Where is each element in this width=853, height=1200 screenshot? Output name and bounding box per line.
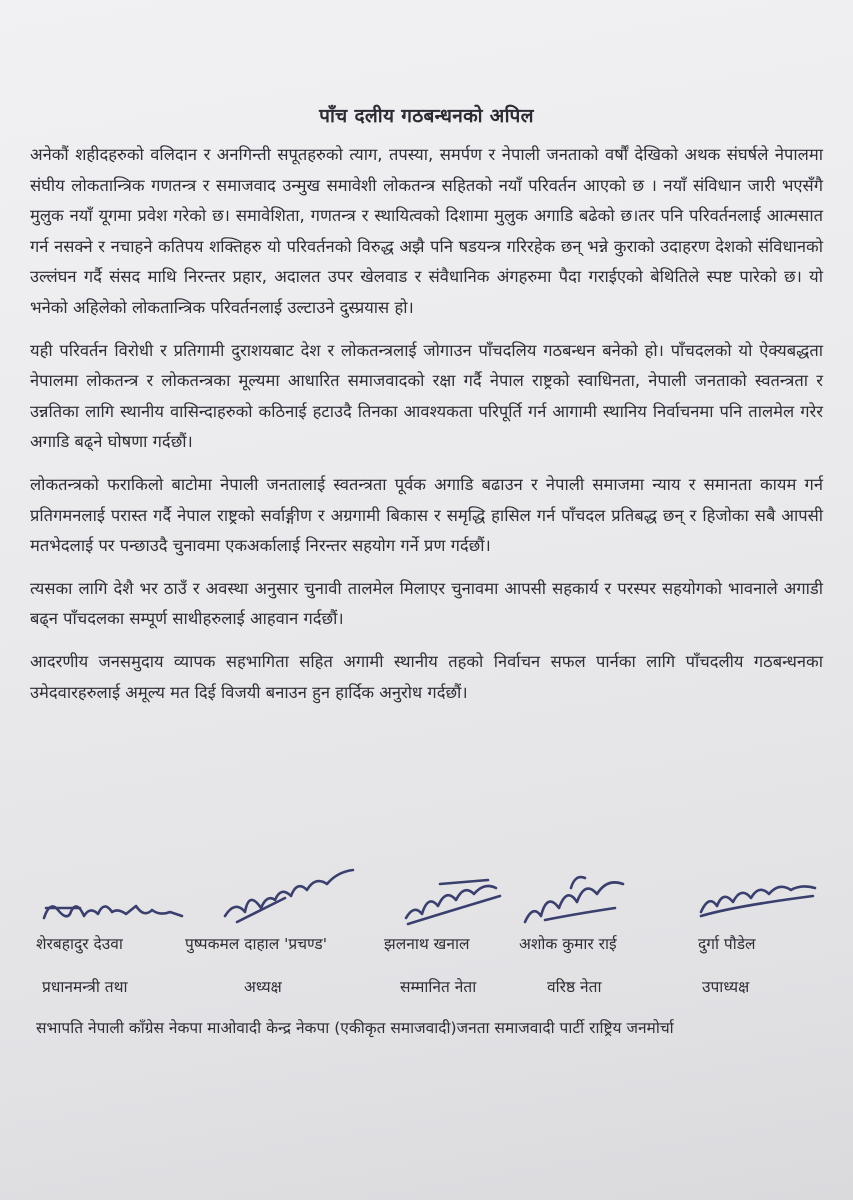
signatory-designation-5: उपाध्यक्ष bbox=[702, 978, 750, 996]
signature-rai bbox=[515, 868, 635, 934]
paragraph-2: यही परिवर्तन विरोधी र प्रतिगामी दुराशयबाट देश र लोकतन्त्रलाई जोगाउन पाँचदलिय गठबन्धन बनेको हो। पाँचदलको यो ऐक्यबद्धता नेपालमा लोकतन्त्र र लोकतन्त्रका मूल्यमा आधारित समाजवादको रक्षा गर्दै नेपाल राष्ट्रको स्वाधिनता, नेपाली जनताको स्वतन्त्रता र उन्नतिका लागि स्थानीय वासिन्दाहरुको कठिनाई हटाउदै तिनका आवश्यकता परिपूर्ति गर्न आगामी स्थानिय निर्वाचनमा पनि तालमेल गरेर अगाडि बढ्ने घोषणा गर्दछौं। bbox=[30, 340, 823, 452]
signatory-name-1: शेरबहादुर देउवा bbox=[36, 935, 123, 953]
paragraph-5: आदरणीय जनसमुदाय व्यापक सहभागिता सहित अगामी स्थानीय तहको निर्वाचन सफल पार्नका लागि पाँचदलीय गठबन्धनका उमेदवारहरुलाई अमूल्य मत दिई विजयी बनाउन हुन हार्दिक अनुरोध गर्दछौं। bbox=[30, 651, 823, 702]
signatory-designation-4: वरिष्ठ नेता bbox=[547, 978, 602, 996]
paragraph-3: लोकतन्त्रको फराकिलो बाटोमा नेपाली जनतालाई स्वतन्त्रता पूर्वक अगाडि बढाउन र नेपाली समाजमा न्याय र समानता कायम गर्न प्रतिगमनलाई परास्त गर्दै नेपाल राष्ट्रको सर्वाङ्गीण र अग्रगामी बिकास र समृद्धि हासिल गर्न पाँचदल प्रतिबद्ध छन् र हिजोका सबै आपसी मतभेदलाई पर पन्छाउदै चुनावमा एकअर्कालाई निरन्तर सहयोग गर्ने प्रण गर्दछौं। bbox=[30, 474, 823, 556]
signature-prachanda bbox=[215, 860, 365, 930]
signature-paudel bbox=[695, 876, 820, 926]
paragraph-4: त्यसका लागि देशै भर ठाउँ र अवस्था अनुसार चुनावी तालमेल मिलाएर चुनावमा आपसी सहकार्य र परस्पर सहयोगको भावनाले अगाडी बढ्न पाँचदलका सम्पूर्ण साथीहरुलाई आहवान गर्दछौं। bbox=[30, 578, 823, 629]
signatory-name-5: दुर्गा पौडेल bbox=[698, 935, 756, 953]
signatory-designation-2: अध्यक्ष bbox=[244, 978, 282, 996]
signatory-name-3: झलनाथ खनाल bbox=[384, 935, 470, 953]
signatory-name-4: अशोक कुमार राई bbox=[519, 935, 617, 953]
signatory-designation-1: प्रधानमन्त्री तथा bbox=[42, 978, 128, 996]
signature-khanal bbox=[400, 874, 510, 934]
document-body bbox=[30, 140, 823, 720]
signatory-name-2: पुष्पकमल दाहाल 'प्रचण्ड' bbox=[185, 935, 327, 953]
document-title: पाँच दलीय गठबन्धनको अपिल bbox=[319, 105, 534, 127]
signatory-designation-3: सम्मानित नेता bbox=[400, 978, 477, 996]
paragraph-1: अनेकौं शहीदहरुको वलिदान र अनगिन्ती सपूतहरुको त्याग, तपस्या, समर्पण र नेपाली जनताको वर्षौं देखिको अथक संघर्षले नेपालमा संघीय लोकतान्त्रिक गणतन्त्र र समाजवाद उन्मुख समावेशी लोकतन्त्र सहितको नयाँ परिवर्तन आएको छ । नयाँ संविधान जारी भएसँगै मुलुक नयाँ यूगमा प्रवेश गरेको छ। समावेशिता, गणतन्त्र र स्थायित्वको दिशामा मुलुक अगाडि बढेको छ।तर पनि परिवर्तनलाई आत्मसात गर्न नसक्ने र नचाहने कतिपय शक्तिहरु यो परिवर्तनको विरुद्ध अझै पनि षडयन्त्र गरिरहेक छन् भन्ने कुराको उदाहरण देशको संविधानको उल्लंघन गर्दै संसद माथि निरन्तर प्रहार, अदालत उपर खेलवाड र संवैधानिक अंगहरुमा पैदा गराईएको बेथितिले स्पष्ट पारेको छ। यो भनेको अहिलेको लोकतान्त्रिक परिवर्तनलाई उल्टाउने दुस्प्रयास हो। bbox=[30, 145, 823, 317]
parties-line: सभापति नेपाली काँग्रेस नेकपा माओवादी केन्द्र नेकपा (एकीकृत समाजवादी)जनता समाजवादी पार्टी राष्ट्रिय जनमोर्चा bbox=[36, 1019, 674, 1037]
signature-deuba bbox=[40, 888, 190, 938]
